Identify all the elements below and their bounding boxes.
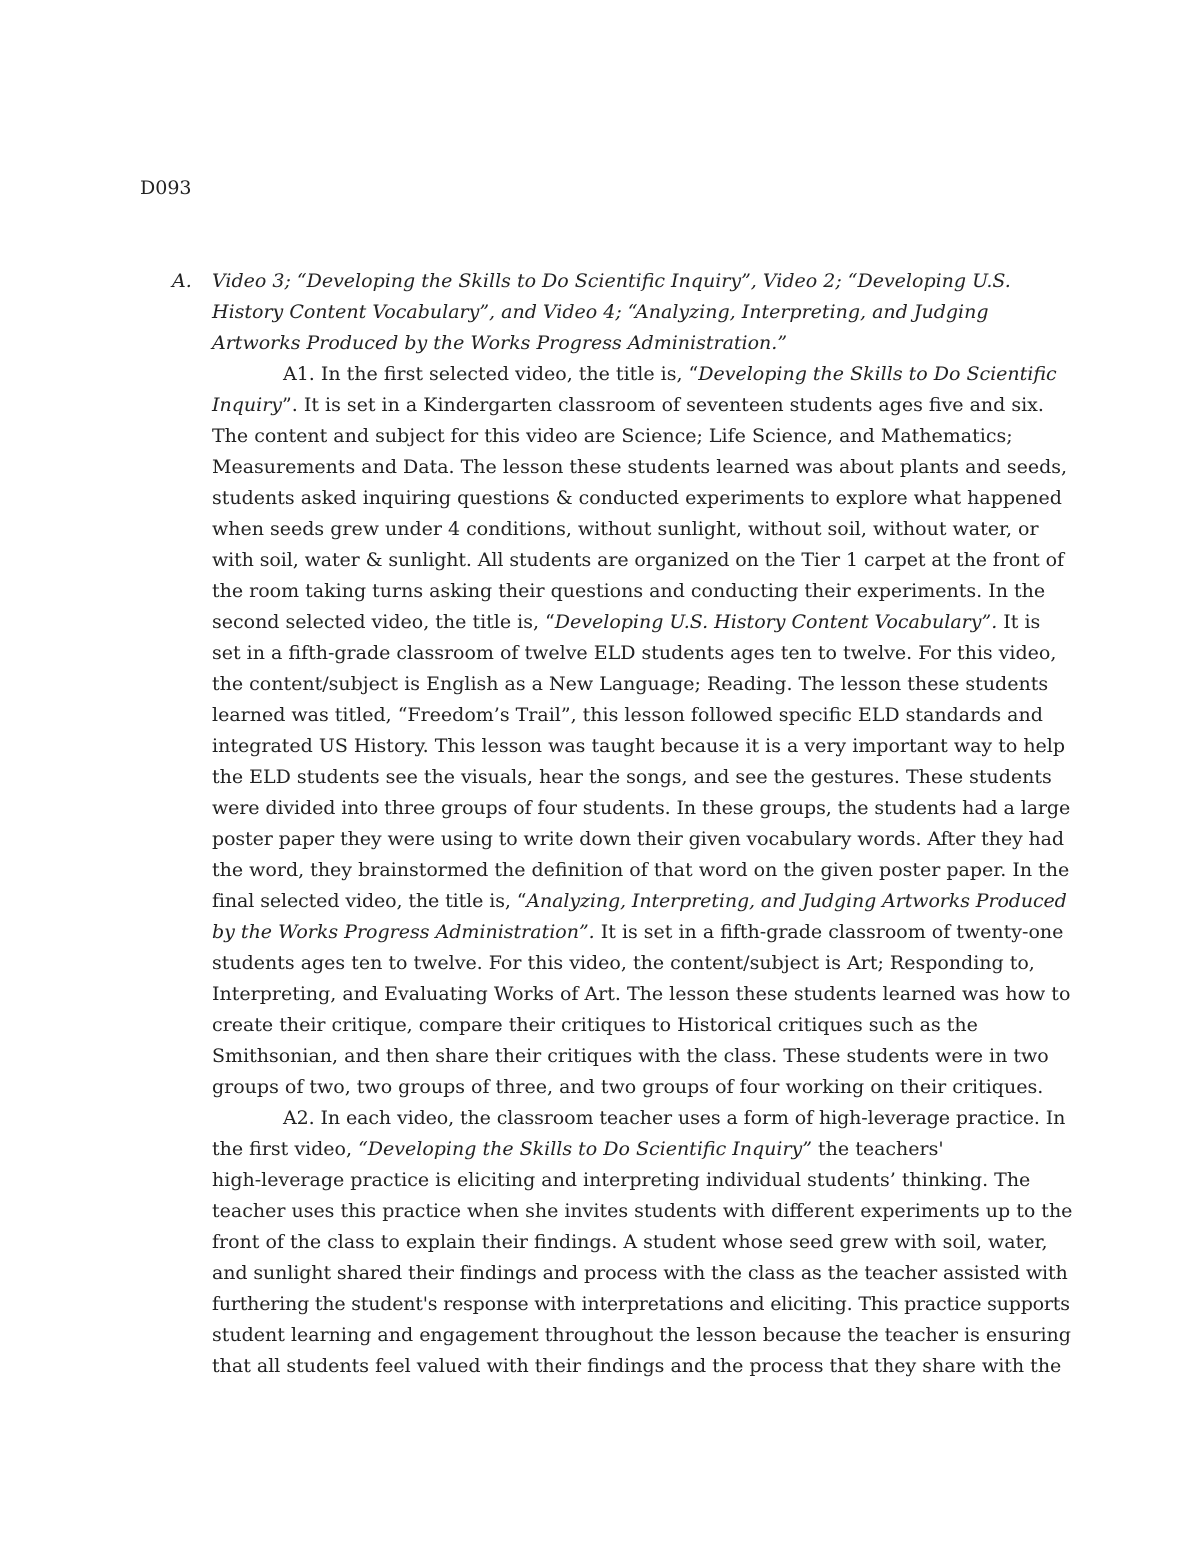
text-span: ”. It is set in a Kindergarten classroom of seventeen students ages five and six. xyxy=(282,394,1044,416)
video-title: Developing U.S. History Content Vocabulary”. xyxy=(554,611,998,633)
video-title: Analyzing, Interpreting, and Judging Artworks Produced xyxy=(526,890,1067,912)
text-line: the word, they brainstormed the definition of that word on the given poster paper. In the xyxy=(212,859,1070,881)
text-line xyxy=(212,1134,1072,1165)
text-line: and sunlight shared their findings and process with the class as the teacher assisted with xyxy=(212,1262,1068,1284)
text-line: the content/subject is English as a New Language; Reading. The lesson these students xyxy=(212,673,1049,695)
text-line: were divided into three groups of four students. In these groups, the students had a large xyxy=(212,797,1071,819)
text-line: A2. In each video, the classroom teacher uses a form of high-leverage practice. In xyxy=(283,1107,1066,1129)
text-line: students ages ten to twelve. For this video, the content/subject is Art; Responding to, xyxy=(212,952,1035,974)
video-title: by the Works Progress Administration”. xyxy=(212,921,595,943)
text-line: the ELD students see the visuals, hear the songs, and see the gestures. These students xyxy=(212,766,1052,788)
text-line: Measurements and Data. The lesson these students learned was about plants and seeds, xyxy=(212,456,1068,478)
section-heading-line: History Content Vocabulary”, and Video 4; “Analyzing, Interpreting, and Judging xyxy=(212,301,989,323)
text-line xyxy=(212,390,1072,421)
section-heading-line: Video 3; “Developing the Skills to Do Scientific Inquiry”, Video 2; “Developing U.S. xyxy=(212,270,1011,292)
paragraph-a2 xyxy=(212,1103,1072,1382)
text-line: poster paper they were using to write down their given vocabulary words. After they had xyxy=(212,828,1064,850)
text-span: the first video, xyxy=(212,1138,359,1160)
course-code: D093 xyxy=(140,177,192,199)
text-line: with soil, water & sunlight. All students are organized on the Tier 1 carpet at the front of xyxy=(212,549,1064,571)
text-span: second selected video, the title is, “ xyxy=(212,611,555,633)
text-span: the teachers' xyxy=(812,1138,944,1160)
list-marker: A. xyxy=(172,270,192,292)
text-line: Interpreting, and Evaluating Works of Art. The lesson these students learned was how to xyxy=(212,983,1071,1005)
text-line: groups of two, two groups of three, and two groups of four working on their critiques. xyxy=(212,1076,1044,1098)
text-line xyxy=(212,607,1072,638)
text-line: the room taking turns asking their questions and conducting their experiments. In the xyxy=(212,580,1046,602)
text-line: high-leverage practice is eliciting and interpreting individual students’ thinking. The xyxy=(212,1169,1031,1191)
text-span: It is set in a fifth-grade classroom of twenty-one xyxy=(594,921,1064,943)
text-line: student learning and engagement throughout the lesson because the teacher is ensuring xyxy=(212,1324,1071,1346)
text-line xyxy=(212,917,1072,948)
text-line: The content and subject for this video are Science; Life Science, and Mathematics; xyxy=(212,425,1013,447)
text-line: create their critique, compare their critiques to Historical critiques such as the xyxy=(212,1014,978,1036)
text-line: integrated US History. This lesson was taught because it is a very important way to help xyxy=(212,735,1066,757)
text-line xyxy=(212,886,1072,917)
text-line xyxy=(212,359,1072,390)
text-span: A1. In the first selected video, the title is, “ xyxy=(283,363,699,385)
text-line: Smithsonian, and then share their critiques with the class. These students were in two xyxy=(212,1045,1049,1067)
text-span: It is xyxy=(997,611,1041,633)
video-title: Developing the Skills to Do Scientific xyxy=(698,363,1057,385)
section-heading-line: Artworks Produced by the Works Progress Administration.” xyxy=(212,332,788,354)
text-line: teacher uses this practice when she invites students with different experiments up to the xyxy=(212,1200,1073,1222)
video-title: Inquiry xyxy=(212,394,283,416)
text-line: students asked inquiring questions & conducted experiments to explore what happened xyxy=(212,487,1062,509)
text-line: furthering the student's response with interpretations and eliciting. This practice supports xyxy=(212,1293,1070,1315)
text-line: learned was titled, “Freedom’s Trail”, this lesson followed specific ELD standards and xyxy=(212,704,1043,726)
text-line: front of the class to explain their findings. A student whose seed grew with soil, water, xyxy=(212,1231,1048,1253)
text-span: final selected video, the title is, “ xyxy=(212,890,527,912)
text-line: when seeds grew under 4 conditions, without sunlight, without soil, without water, or xyxy=(212,518,1039,540)
video-title: “Developing the Skills to Do Scientific Inquiry” xyxy=(358,1138,812,1160)
paragraph-a1 xyxy=(212,359,1072,1103)
text-line: set in a fifth-grade classroom of twelve ELD students ages ten to twelve. For this video, xyxy=(212,642,1057,664)
text-line: that all students feel valued with their findings and the process that they share with the xyxy=(212,1355,1062,1377)
section-a-body xyxy=(212,266,1072,1382)
